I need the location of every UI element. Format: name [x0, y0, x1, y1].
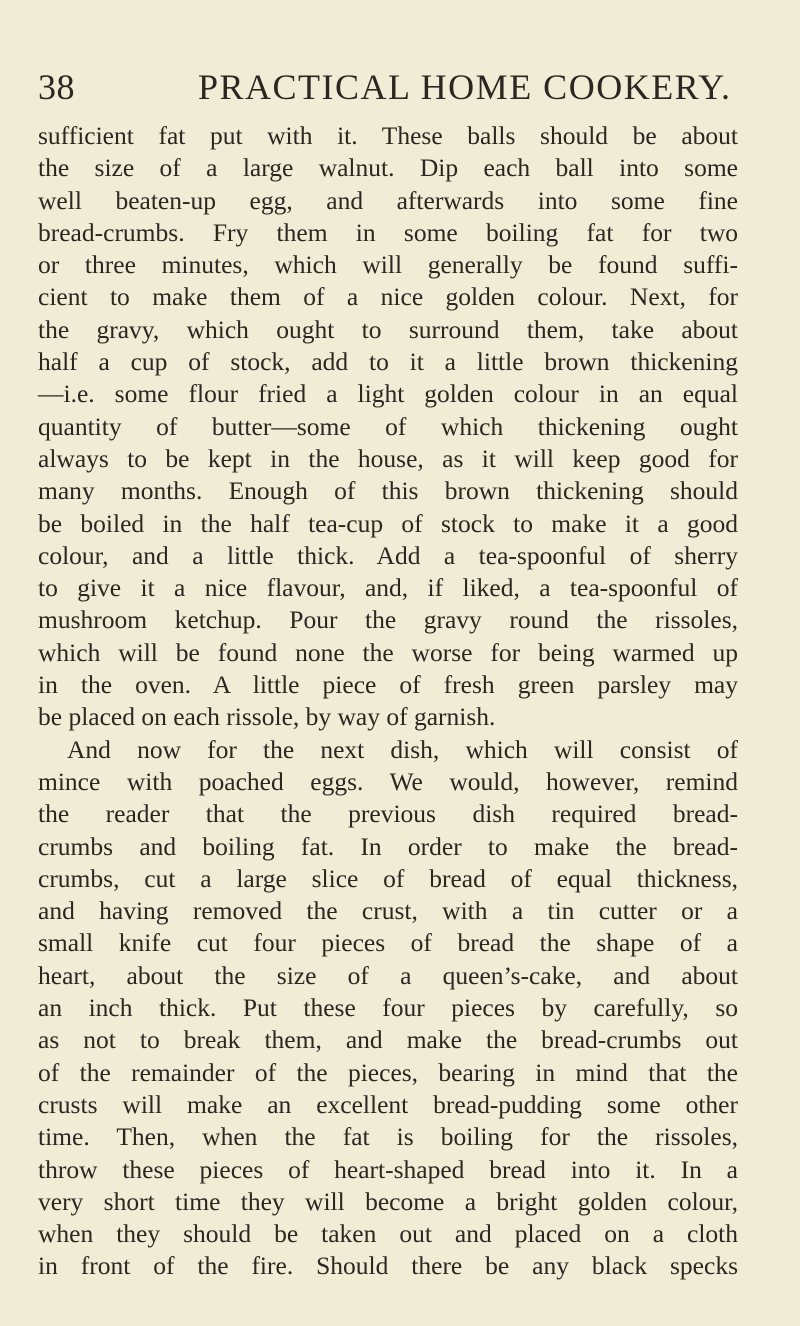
text-line: when they should be taken out and placed on a cloth: [38, 1219, 738, 1249]
text-line: very short time they will become a bright golden colour,: [38, 1186, 738, 1216]
text-line: crusts will make an excellent bread-pudding some other: [38, 1089, 738, 1119]
running-head: [38, 66, 738, 110]
book-title: PRACTICAL HOME COOKERY.: [198, 67, 732, 107]
text-line: bread-crumbs. Fry them in some boiling fat for two: [38, 217, 738, 247]
text-line: the size of a large walnut. Dip each ball into some: [38, 153, 738, 183]
text-line: or three minutes, which will generally be found suffi-: [38, 250, 738, 280]
text-line: colour, and a little thick. Add a tea-spoonful of sherry: [38, 540, 738, 570]
text-line: in front of the fire. Should there be any black specks: [38, 1251, 738, 1281]
text-line: crumbs and boiling fat. In order to make the bread-: [38, 831, 738, 861]
text-line: an inch thick. Put these four pieces by carefully, so: [38, 993, 738, 1023]
text-line: heart, about the size of a queen’s-cake, and about: [38, 960, 738, 990]
text-line: time. Then, when the fat is boiling for the rissoles,: [38, 1122, 738, 1152]
text-line: which will be found none the worse for being warmed up: [38, 637, 738, 667]
body-text: [38, 120, 738, 1283]
text-line: be boiled in the half tea-cup of stock to make it a good: [38, 508, 738, 538]
text-line: mushroom ketchup. Pour the gravy round the rissoles,: [38, 605, 738, 635]
page-number: 38: [38, 67, 75, 107]
text-line: to give it a nice flavour, and, if liked, a tea-spoonful of: [38, 573, 738, 603]
text-line: well beaten-up egg, and afterwards into some fine: [38, 185, 738, 215]
text-line: as not to break them, and make the bread-crumbs out: [38, 1025, 738, 1055]
text-line: mince with poached eggs. We would, however, remind: [38, 766, 738, 796]
text-line: small knife cut four pieces of bread the shape of a: [38, 928, 738, 958]
text-line: throw these pieces of heart-shaped bread into it. In a: [38, 1154, 738, 1184]
text-line: many months. Enough of this brown thickening should: [38, 476, 738, 506]
text-line: and having removed the crust, with a tin cutter or a: [38, 896, 738, 926]
text-line: of the remainder of the pieces, bearing in mind that the: [38, 1057, 738, 1087]
text-line: half a cup of stock, add to it a little brown thickening: [38, 347, 738, 377]
paragraph-1: [38, 120, 738, 734]
text-line: —i.e. some flour fried a light golden colour in an equal: [38, 379, 738, 409]
text-line: cient to make them of a nice golden colour. Next, for: [38, 282, 738, 312]
text-line: crumbs, cut a large slice of bread of equal thickness,: [38, 863, 738, 893]
text-line: be placed on each rissole, by way of garnish.: [38, 702, 496, 732]
text-line: the gravy, which ought to surround them, take about: [38, 314, 738, 344]
paragraph-2: [38, 734, 738, 1283]
text-line: sufficient fat put with it. These balls should be about: [38, 121, 738, 150]
text-line: the reader that the previous dish required bread-: [38, 799, 738, 829]
text-line: always to be kept in the house, as it will keep good for: [38, 443, 738, 473]
text-line: in the oven. A little piece of fresh green parsley may: [38, 670, 738, 700]
text-line: And now for the next dish, which will consist of: [67, 734, 738, 764]
text-line: quantity of butter—some of which thickening ought: [38, 411, 738, 441]
